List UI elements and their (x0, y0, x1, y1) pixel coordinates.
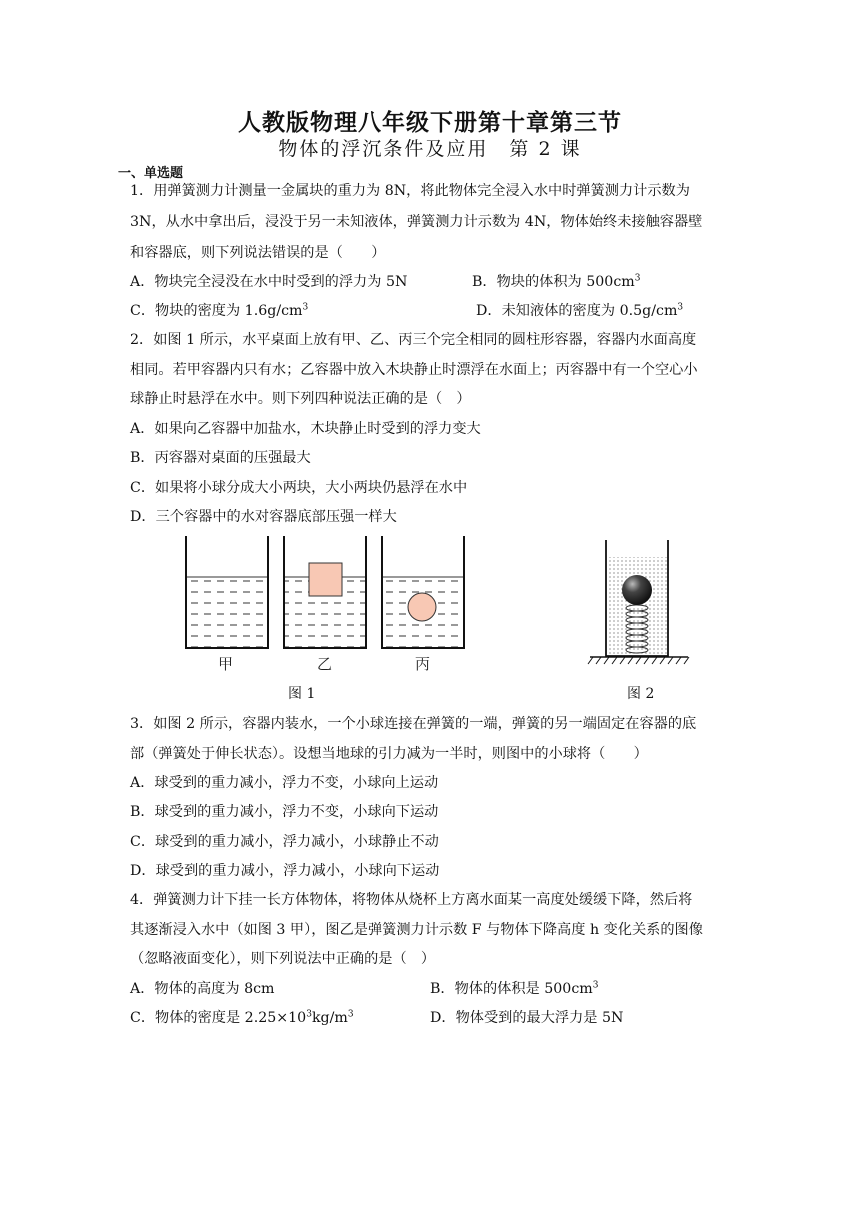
container-bing (382, 536, 464, 648)
q1-line-2: 3N，从水中拿出后，浸没于另一未知液体，弹簧测力计示数为 4N，物体始终未接触容器壁 (130, 214, 703, 230)
q1-line-3: 和容器底，则下列说法错误的是（ ） (130, 245, 386, 261)
figure-2-spring-ball (585, 536, 695, 671)
q1-option-c: C．物块的密度为 $1.6g/cm^3$ (130, 302, 309, 319)
q3-option-d: D．球受到的重力减小，浮力减小，小球向下运动 (130, 863, 440, 879)
page-subtitle: 物体的浮沉条件及应用 第 2 课 (278, 138, 582, 160)
q3-option-c: C．球受到的重力减小，浮力减小，小球静止不动 (130, 834, 439, 850)
q4-line-1: 4．弹簧测力计下挂一长方体物体，将物体从烧杯上方离水面某一高度处缓缓下降，然后将 (130, 892, 693, 908)
ball (622, 575, 652, 605)
q3-option-b: B．球受到的重力减小，浮力不变，小球向下运动 (130, 804, 439, 820)
q1-option-d: D．未知液体的密度为 $0.5g/cm^3$ (476, 302, 684, 319)
q1-line-1: 1．用弹簧测力计测量一金属块的重力为 8N，将此物体完全浸入水中时弹簧测力计示数为 (130, 183, 690, 199)
section-heading: 一、单选题 (118, 166, 184, 181)
q4-option-a: A．物体的高度为 8cm (130, 981, 275, 997)
q2-line-3: 球静止时悬浮在水中。则下列四种说法正确的是（ ） (130, 391, 471, 407)
q2-line-1: 2．如图 1 所示，水平桌面上放有甲、乙、丙三个完全相同的圆柱形容器，容器内水面高度 (130, 332, 697, 348)
ground-hatch (588, 657, 689, 664)
label-yi: 乙 (317, 655, 333, 673)
container-yi (284, 536, 366, 648)
figure-1-caption: 图 1 (288, 686, 316, 702)
figure-1-containers (176, 532, 476, 682)
q3-line-2: 部（弹簧处于伸长状态）。设想当地球的引力减为一半时，则图中的小球将（ ） (130, 746, 648, 762)
page-title: 人教版物理八年级下册第十章第三节 (238, 109, 622, 136)
q2-option-d: D．三个容器中的水对容器底部压强一样大 (130, 509, 397, 525)
wood-block (309, 563, 342, 596)
q3-line-1: 3．如图 2 所示，容器内装水，一个小球连接在弹簧的一端，弹簧的另一端固定在容器的底 (130, 716, 697, 732)
q4-line-3: （忽略液面变化），则下列说法中正确的是（ ） (130, 951, 436, 967)
label-jia: 甲 (218, 655, 234, 673)
q1-option-a: A．物块完全浸没在水中时受到的浮力为 5N (130, 274, 408, 290)
figure-2-caption: 图 2 (627, 686, 655, 702)
q4-option-c: C．物体的密度是 $2.25\times 10^3kg/m^3$ (130, 1009, 354, 1026)
q1-option-b: B．物块的体积为 $500cm^3$ (472, 273, 641, 290)
q2-option-c: C．如果将小球分成大小两块，大小两块仍悬浮在水中 (130, 480, 468, 496)
container-jia (186, 536, 268, 648)
q2-line-2: 相同。若甲容器内只有水；乙容器中放入木块静止时漂浮在水面上；丙容器中有一个空心小 (130, 362, 698, 378)
q3-option-a: A．球受到的重力减小，浮力不变，小球向上运动 (130, 775, 439, 791)
q2-option-b: B．丙容器对桌面的压强最大 (130, 450, 311, 466)
q4-line-2: 其逐渐浸入水中（如图 3 甲），图乙是弹簧测力计示数 F 与物体下降高度 h 变化关系的图像 (130, 922, 703, 938)
label-bing: 丙 (415, 655, 431, 673)
q2-option-a: A．如果向乙容器中加盐水，木块静止时受到的浮力变大 (130, 421, 481, 437)
q4-option-d: D．物体受到的最大浮力是 5N (430, 1010, 624, 1026)
q4-option-b: B．物体的体积是 $500cm^3$ (430, 980, 599, 997)
hollow-ball (408, 593, 436, 621)
